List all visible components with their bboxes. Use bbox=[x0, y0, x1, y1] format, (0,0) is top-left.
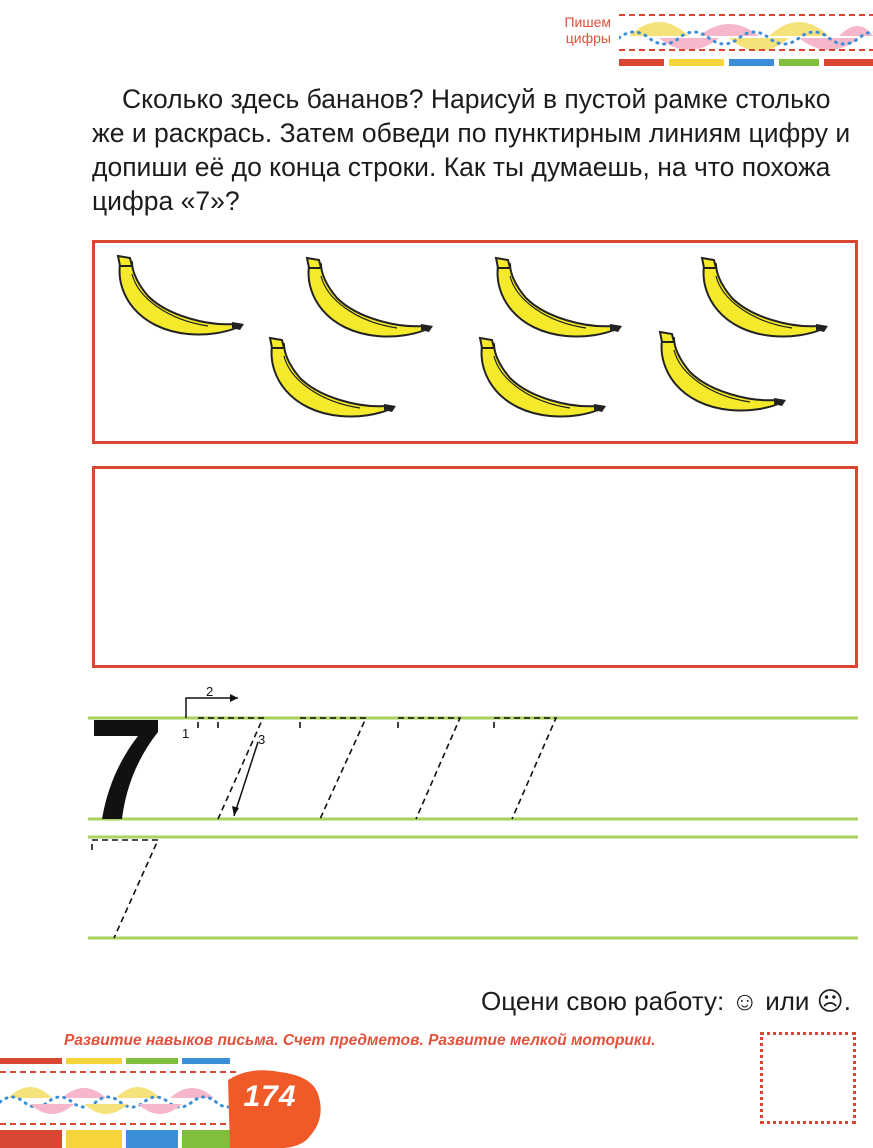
traceable-seven bbox=[300, 718, 366, 819]
traceable-seven bbox=[198, 718, 266, 819]
sample-digit-seven bbox=[94, 720, 158, 819]
banana-7 bbox=[650, 330, 790, 420]
banana-6 bbox=[470, 336, 610, 426]
self-evaluation-prompt: Оцени свою работу: ☺ или ☹. bbox=[481, 986, 851, 1016]
stroke-number-3: 3 bbox=[258, 732, 266, 747]
traceable-sevens bbox=[198, 718, 556, 819]
page-number: 174 bbox=[243, 1080, 297, 1113]
footer-caption: Развитие навыков письма. Счет предметов. Развитие мелкой моторики. bbox=[64, 1032, 656, 1049]
banana-1 bbox=[108, 254, 248, 344]
task-instructions: Сколько здесь бананов? Нарисуй в пустой рамке столько же и раскрась. Затем обведи по пунктирным линиям цифру и допиши её до конца строки. Как ты думаешь, на что похожа цифра «7»? bbox=[92, 84, 851, 216]
drawing-frame[interactable] bbox=[92, 466, 858, 668]
section-label: Пишем цифры bbox=[564, 14, 611, 46]
evaluation-box[interactable] bbox=[760, 1032, 856, 1124]
stroke-number-2: 2 bbox=[206, 684, 214, 699]
traceable-seven bbox=[92, 840, 158, 938]
stroke-arrow-3 bbox=[234, 742, 258, 816]
banana-5 bbox=[260, 336, 400, 426]
traceable-seven bbox=[398, 718, 460, 819]
header-ornament bbox=[619, 6, 873, 66]
stroke-number-1: 1 bbox=[182, 726, 190, 741]
traceable-seven bbox=[494, 718, 556, 819]
banana-3 bbox=[486, 256, 626, 346]
writing-practice-area bbox=[88, 680, 873, 960]
banana-2 bbox=[297, 256, 437, 346]
